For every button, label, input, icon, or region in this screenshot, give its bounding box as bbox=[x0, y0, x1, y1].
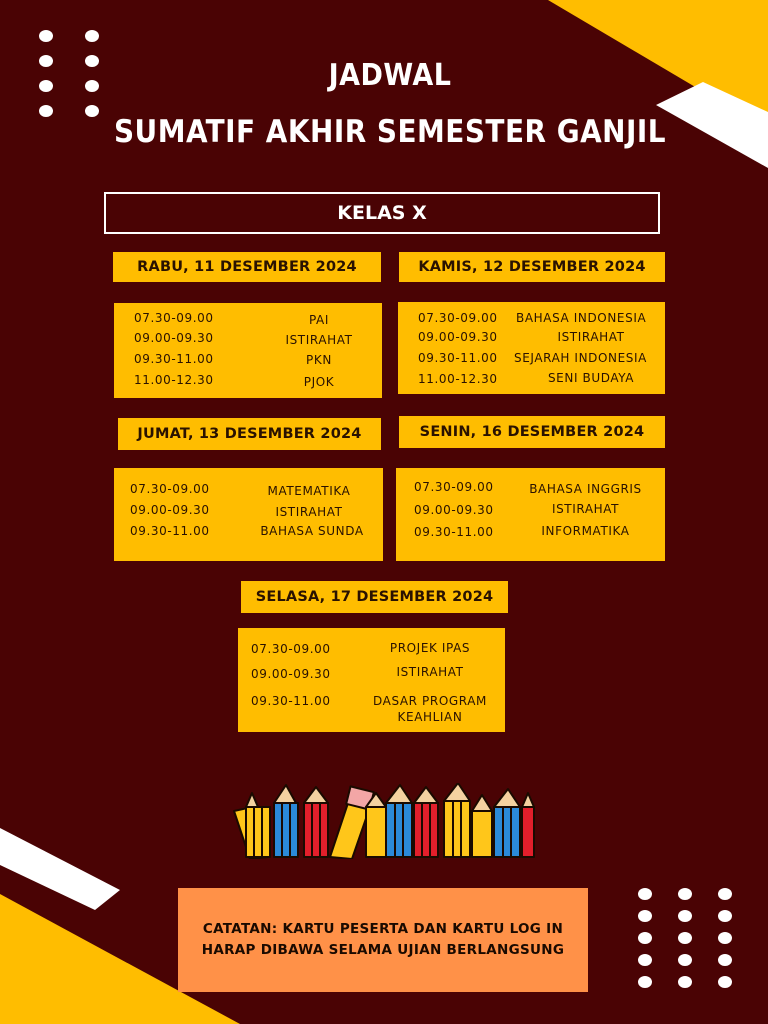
subject: MATEMATIKA bbox=[267, 484, 351, 498]
subject: PAI bbox=[308, 313, 330, 327]
subject: ISTIRAHAT bbox=[275, 505, 343, 519]
day-label-selasa: SELASA, 17 DESEMBER 2024 bbox=[241, 581, 508, 613]
subject: BAHASA INDONESIA bbox=[516, 311, 647, 325]
schedule-box-jumat bbox=[114, 468, 383, 561]
subject: BAHASA INGGRIS bbox=[529, 482, 642, 496]
note-box: CATATAN: KARTU PESERTA DAN KARTU LOG IN HARAP DIBAWA SELAMA UJIAN BERLANGSUNG bbox=[178, 888, 588, 992]
pencils-illustration-icon bbox=[230, 783, 536, 859]
time: 09.30-11.00 bbox=[414, 525, 494, 539]
time: 07.30-09.00 bbox=[251, 642, 331, 656]
time: 09.00-09.30 bbox=[251, 667, 331, 681]
subject: PROJEK IPAS bbox=[389, 641, 471, 655]
subject: DASAR PROGRAM bbox=[373, 694, 487, 708]
subject: ISTIRAHAT bbox=[285, 333, 353, 347]
time: 07.30-09.00 bbox=[418, 311, 498, 325]
subject: SEJARAH INDONESIA bbox=[514, 351, 647, 365]
day-label-rabu: RABU, 11 DESEMBER 2024 bbox=[113, 252, 381, 282]
subject: PJOK bbox=[303, 375, 335, 389]
time: 07.30-09.00 bbox=[414, 480, 494, 494]
subject: PKN bbox=[306, 353, 332, 367]
schedule-box-rabu bbox=[114, 303, 382, 398]
dot-pattern-top-left bbox=[39, 30, 99, 117]
time: 09.00-09.30 bbox=[130, 503, 210, 517]
time: 09.30-11.00 bbox=[130, 524, 210, 538]
time: 09.00-09.30 bbox=[414, 503, 494, 517]
class-label: KELAS X bbox=[104, 192, 660, 234]
time: 09.30-11.00 bbox=[418, 351, 498, 365]
subject: ISTIRAHAT bbox=[551, 502, 620, 516]
page-title-line1: JADWAL bbox=[328, 58, 452, 93]
subject: INFORMATIKA bbox=[541, 524, 630, 538]
page-title-line2: SUMATIF AKHIR SEMESTER GANJIL bbox=[113, 114, 667, 150]
time: 07.30-09.00 bbox=[134, 311, 214, 325]
day-label-jumat: JUMAT, 13 DESEMBER 2024 bbox=[118, 418, 381, 450]
schedule-box-kamis bbox=[398, 302, 665, 394]
time: 09.00-09.30 bbox=[134, 331, 214, 345]
day-label-kamis: KAMIS, 12 DESEMBER 2024 bbox=[399, 252, 665, 282]
schedule-box-senin bbox=[396, 468, 665, 561]
subject: SENI BUDAYA bbox=[547, 371, 635, 385]
day-label-senin: SENIN, 16 DESEMBER 2024 bbox=[399, 416, 665, 448]
time: 09.30-11.00 bbox=[134, 352, 214, 366]
time: 11.00-12.30 bbox=[134, 373, 214, 387]
time: 11.00-12.30 bbox=[418, 372, 498, 386]
time: 07.30-09.00 bbox=[130, 482, 210, 496]
subject: ISTIRAHAT bbox=[557, 330, 625, 344]
time: 09.00-09.30 bbox=[418, 330, 498, 344]
dot-pattern-bottom-right bbox=[638, 888, 732, 988]
subject: BAHASA SUNDA bbox=[260, 524, 364, 538]
subject: ISTIRAHAT bbox=[396, 665, 464, 679]
time: 09.30-11.00 bbox=[251, 694, 331, 708]
schedule-box-selasa bbox=[238, 628, 505, 732]
subject: KEAHLIAN bbox=[397, 710, 463, 724]
